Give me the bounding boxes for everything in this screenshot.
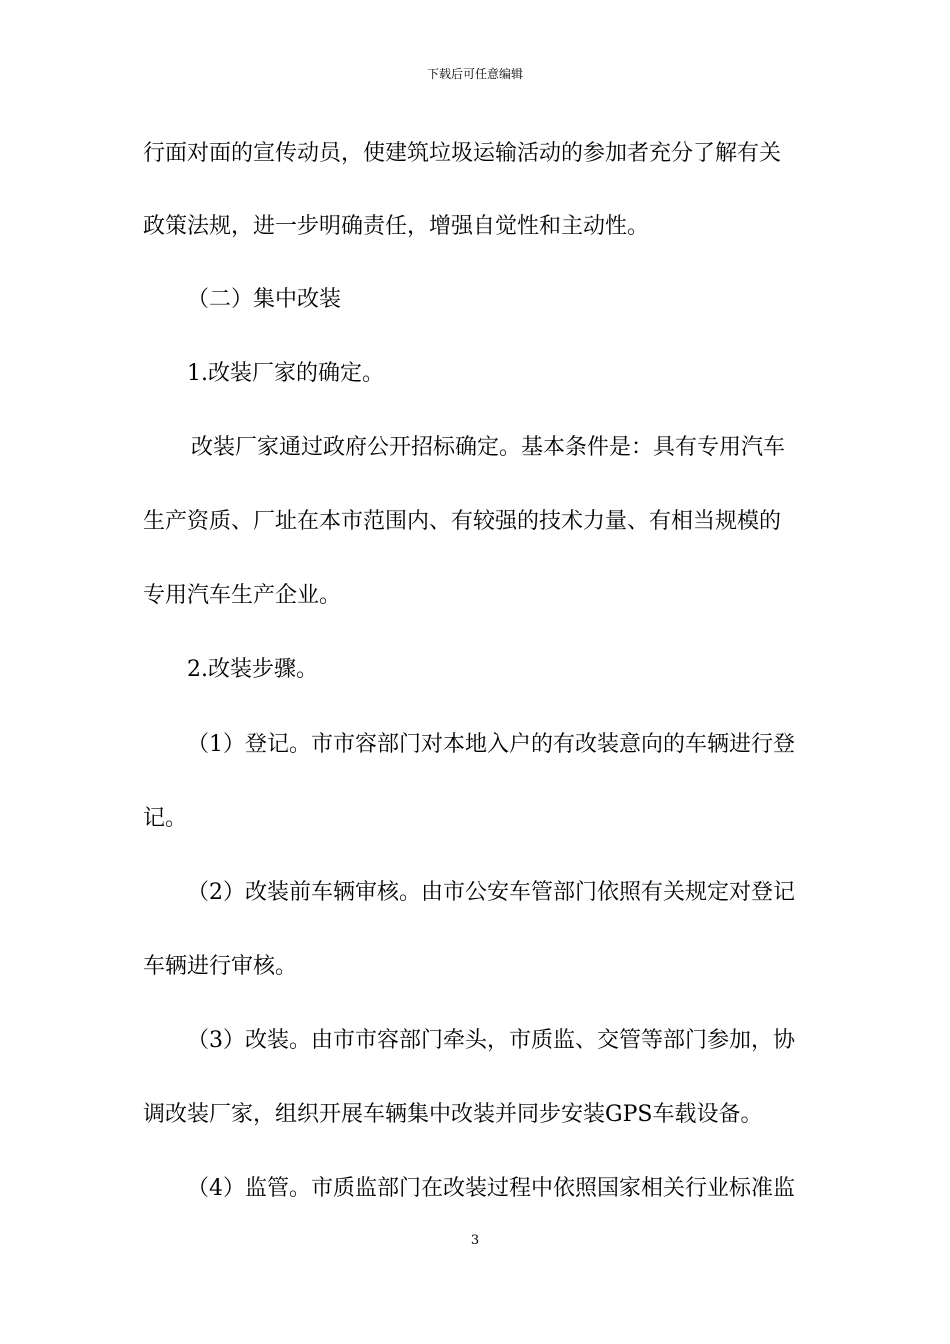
body-text-line: 行面对面的宣传动员，使建筑垃圾运输活动的参加者充分了解有关: [143, 141, 782, 166]
body-text-line: 政策法规，进一步明确责任，增强自觉性和主动性。: [143, 214, 650, 239]
list-item: （3）改装。由市市容部门牵头，市质监、交管等部门参加，协: [187, 1028, 795, 1053]
body-text-line: 专用汽车生产企业。: [143, 583, 342, 608]
body-text-line: 生产资质、厂址在本市范围内、有较强的技术力量、有相当规模的: [143, 509, 782, 534]
page-header: 下载后可任意编辑: [426, 67, 523, 81]
body-text-line: 记。: [143, 806, 188, 831]
list-item: （2）改装前车辆审核。由市公安车管部门依照有关规定对登记: [187, 880, 795, 905]
list-item: （4）监管。市质监部门在改装过程中依照国家相关行业标准监: [187, 1176, 795, 1201]
body-text-line: 调改装厂家，组织开展车辆集中改装并同步安装GPS车载设备。: [143, 1102, 763, 1127]
page-number: 3: [470, 1233, 480, 1248]
subsection-heading: 1.改装厂家的确定。: [187, 361, 384, 386]
subsection-heading: 2.改装步骤。: [187, 657, 318, 682]
section-heading: （二）集中改装: [187, 287, 342, 312]
list-item: （1）登记。市市容部门对本地入户的有改装意向的车辆进行登: [187, 732, 795, 757]
body-text-line: 改装厂家通过政府公开招标确定。基本条件是：具有专用汽车: [191, 435, 786, 460]
body-text-line: 车辆进行审核。: [143, 954, 298, 979]
